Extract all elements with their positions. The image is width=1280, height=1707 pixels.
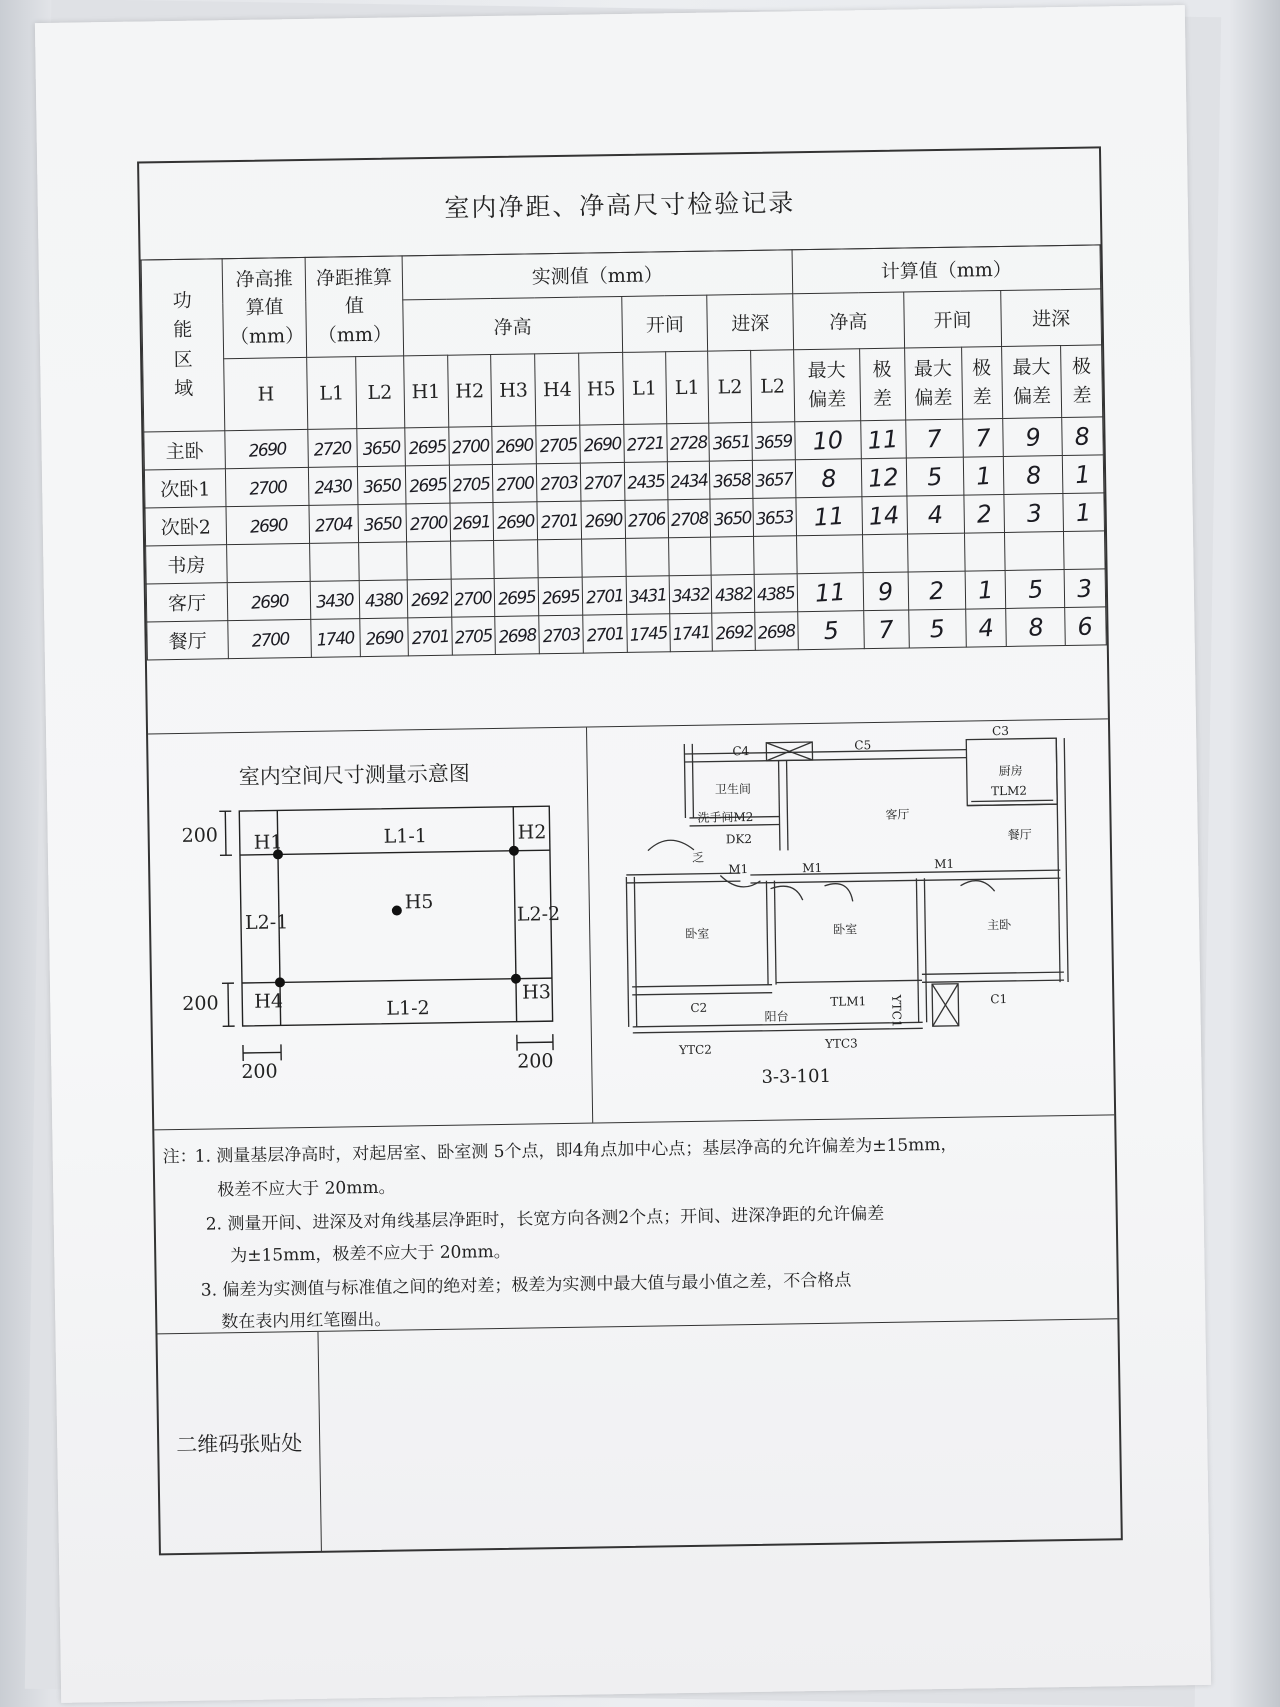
handwritten-value: 2695 (541, 586, 580, 609)
qr-label: 二维码张贴处 (157, 1332, 321, 1555)
dim-200: 200 (182, 992, 219, 1015)
cell-value (1005, 570, 1065, 609)
handwritten-value: 11 (866, 424, 900, 455)
handwritten-value: 2703 (539, 472, 579, 495)
cell-value (710, 498, 753, 537)
header-computed-bay: 开间 (903, 290, 1001, 348)
handwritten-value: 2690 (582, 433, 622, 457)
cell-value (580, 424, 624, 463)
col-code: L2 (751, 350, 795, 423)
header-max-dev: 最大偏差 (793, 349, 860, 422)
row-area: 次卧1 (144, 469, 226, 508)
cell-value (539, 615, 583, 654)
cell-value (860, 420, 906, 459)
cell-value (493, 502, 537, 541)
cell-value (357, 466, 406, 505)
header-max-dev: 最大偏差 (904, 347, 962, 420)
handwritten-value: 2721 (626, 432, 665, 456)
handwritten-value: 8 (1024, 460, 1042, 490)
handwritten-value: 5 (928, 614, 946, 644)
handwritten-value: 2701 (585, 585, 624, 609)
handwritten-value: 2705 (539, 434, 578, 457)
plan-c1: C1 (990, 991, 1008, 1007)
handwritten-value: 4 (977, 613, 995, 643)
cell-value (493, 464, 537, 503)
cell-value (963, 494, 1004, 533)
cell-value (582, 538, 626, 577)
cell-value (537, 463, 581, 502)
row-area: 书房 (146, 545, 228, 584)
label-l11: L1-1 (383, 825, 428, 848)
plan-ytc3: YTC3 (824, 1036, 858, 1051)
cell-value (1063, 455, 1104, 494)
plan-balcony: 阳台 (764, 1009, 789, 1024)
cell-value (795, 459, 861, 498)
note-1a: 1. 测量基层净高时，对起居室、卧室测 5个点，即4角点加中心点；基层净高的允许偏差为±15mm， (194, 1134, 958, 1167)
handwritten-value: 2700 (408, 512, 448, 535)
header-computed: 计算值（mm） (792, 245, 1101, 294)
handwritten-value: 4385 (756, 582, 796, 606)
handwritten-value: 2728 (668, 432, 708, 455)
handwritten-value: 2701 (410, 626, 450, 649)
col-code: L1 (665, 351, 709, 424)
cell-value (863, 572, 909, 611)
plan-ytc2: YTC2 (678, 1042, 712, 1058)
diagram-title: 室内空间尺寸测量示意图 (238, 761, 470, 790)
handwritten-value: 2706 (627, 508, 666, 532)
cell-value (1003, 418, 1063, 457)
row-area: 客厅 (146, 583, 228, 622)
handwritten-value: 5 (822, 615, 840, 645)
cell-value (752, 460, 795, 499)
plan-tlm2: TLM2 (990, 783, 1028, 799)
cell-value (1064, 569, 1105, 608)
plan-code: 3-3-101 (761, 1065, 832, 1088)
cell-value (228, 619, 312, 658)
handwritten-value: 2 (975, 499, 993, 529)
cell-value (408, 617, 452, 656)
cell-value (908, 571, 966, 610)
label-l21: L2-1 (244, 911, 289, 934)
plan-c2: C2 (690, 1000, 708, 1015)
handwritten-value: 11 (813, 577, 847, 608)
handwritten-value: 2704 (314, 513, 354, 537)
handwritten-value: 2701 (585, 623, 625, 646)
cell-value (310, 543, 359, 582)
cell-value (965, 608, 1006, 647)
handwritten-value: 4 (926, 500, 944, 530)
cell-value (908, 609, 966, 648)
handwritten-value: 4380 (363, 588, 403, 612)
handwritten-value: 2692 (409, 588, 449, 611)
col-code: H4 (535, 353, 580, 426)
handwritten-value: 3650 (361, 437, 401, 460)
handwritten-value: 2700 (453, 587, 493, 611)
plan-c4: C4 (732, 744, 750, 759)
cell-value (359, 580, 408, 619)
handwritten-value: 2691 (452, 511, 492, 535)
cell-value (1063, 493, 1104, 532)
plan-c5: C5 (854, 738, 872, 753)
cell-value (226, 505, 310, 544)
note-2a: 2. 测量开间、进深及对角线基层净距时，长宽方向各测2个点；开间、进深净距的允许偏差 (205, 1203, 885, 1235)
cell-value (1005, 532, 1065, 571)
handwritten-value: 1 (976, 575, 994, 605)
plan-tlm1: TLM1 (830, 994, 867, 1009)
cell-value (712, 612, 755, 651)
note-2b: 为±15mm，极差不应大于 20mm。 (230, 1241, 511, 1267)
label-l12: L1-2 (386, 997, 430, 1020)
cell-value (669, 613, 712, 652)
cell-value (905, 419, 963, 458)
cell-value (225, 467, 309, 506)
cell-value (582, 576, 626, 615)
cell-value (965, 570, 1006, 609)
document-page (35, 5, 1211, 1703)
plan-c3: C3 (992, 723, 1010, 739)
cell-value (863, 610, 909, 649)
notes-prefix: 注： (162, 1146, 197, 1168)
cell-value (754, 536, 797, 575)
handwritten-value: 8 (819, 463, 837, 493)
handwritten-value: 3650 (712, 507, 752, 530)
handwritten-value: 4382 (713, 583, 753, 606)
plan-bath: 卫生间 (714, 781, 752, 797)
cell-value (667, 461, 710, 500)
cell-value (583, 614, 627, 653)
plan-bedroom: 卧室 (833, 922, 858, 937)
header-range: 极差 (1061, 345, 1103, 418)
header-max-dev: 最大偏差 (1002, 346, 1062, 419)
cell-value (1006, 608, 1066, 647)
label-h4: H4 (254, 990, 284, 1013)
cell-value (752, 422, 795, 461)
cell-value (906, 457, 964, 496)
col-code: H2 (447, 355, 492, 428)
handwritten-value: 2700 (250, 628, 290, 652)
handwritten-value: 6 (1077, 611, 1095, 641)
handwritten-value: 1 (1074, 459, 1092, 489)
cell-value (627, 614, 670, 653)
cell-value (712, 574, 755, 613)
row-area: 主卧 (144, 431, 226, 470)
cell-value (625, 500, 668, 539)
row-area: 次卧2 (145, 507, 227, 546)
col-code: H1 (403, 355, 448, 428)
header-computed-height: 净高 (793, 292, 905, 350)
handwritten-value: 2703 (542, 624, 581, 647)
cell-value (668, 537, 711, 576)
cell-value (538, 577, 582, 616)
qr-section (157, 1318, 1120, 1554)
cell-value (311, 619, 360, 658)
handwritten-value: 2708 (670, 508, 709, 531)
handwritten-value: 2435 (626, 470, 666, 494)
cell-value (962, 418, 1003, 457)
cell-value (407, 579, 451, 618)
cell-value (1065, 607, 1106, 646)
cell-value (227, 543, 311, 582)
handwritten-value: 2690 (248, 514, 288, 538)
handwritten-value: 3430 (315, 589, 355, 613)
cell-value (495, 578, 539, 617)
handwritten-value: 3650 (362, 475, 401, 498)
handwritten-value: 3432 (671, 584, 710, 607)
inspection-form (137, 146, 1123, 1555)
dim-200: 200 (517, 1050, 554, 1073)
col-code: L2 (708, 350, 752, 423)
measurement-diagram (148, 728, 593, 1130)
plan-ytc1: YTC1 (889, 994, 904, 1028)
cell-value (862, 534, 908, 573)
plan-living: 客厅 (885, 807, 910, 822)
cell-value (225, 429, 309, 468)
handwritten-value: 11 (812, 501, 846, 532)
handwritten-value: 2720 (313, 437, 352, 461)
handwritten-value: 2700 (495, 472, 535, 496)
header-area: 功能区域 (141, 259, 225, 432)
cell-value (451, 578, 495, 617)
handwritten-value: 5 (1026, 574, 1044, 604)
notes-section (154, 1113, 1117, 1333)
cell-value (798, 611, 864, 650)
cell-value (907, 533, 965, 572)
handwritten-value: 7 (974, 423, 992, 453)
cell-value (796, 497, 862, 536)
handwritten-value: 1745 (629, 622, 668, 646)
col-code: L2 (355, 356, 404, 429)
handwritten-value: 3659 (754, 430, 793, 454)
cell-value (356, 428, 405, 467)
label-h1: H1 (253, 831, 283, 854)
handwritten-value: 2705 (451, 473, 491, 497)
handwritten-value: 2430 (313, 475, 353, 499)
handwritten-value: 1 (1075, 497, 1093, 527)
plan-door-mark: 乏 (691, 850, 705, 865)
handwritten-value: 1 (974, 461, 992, 491)
cell-value (796, 535, 862, 574)
handwritten-value: 3 (1076, 573, 1094, 603)
cell-value (450, 540, 494, 579)
form-title: 室内净距、净高尺寸检验记录 (139, 148, 1100, 260)
cell-value (754, 574, 797, 613)
header-range: 极差 (961, 346, 1003, 419)
cell-value (406, 541, 450, 580)
handwritten-value: 5 (926, 462, 944, 492)
plan-wash: 洗手间M2 (697, 809, 754, 825)
handwritten-value: 9 (1024, 422, 1042, 452)
cell-value (1064, 531, 1105, 570)
handwritten-value: 2690 (496, 510, 535, 534)
dim-200: 200 (241, 1060, 278, 1084)
handwritten-value: 2695 (408, 474, 447, 497)
handwritten-value: 1740 (316, 627, 355, 651)
cell-value (709, 422, 752, 461)
dim-200: 200 (181, 824, 219, 847)
cell-value (494, 540, 538, 579)
handwritten-value: 3657 (754, 468, 794, 492)
handwritten-value: 3431 (628, 584, 668, 608)
header-computed-depth: 进深 (1001, 289, 1102, 347)
handwritten-value: 2692 (714, 621, 754, 644)
cell-value (358, 504, 407, 543)
header-distance-estimate: 净距推算值（mm） (305, 256, 403, 358)
handwritten-value: 3650 (362, 513, 402, 536)
cell-value (538, 539, 582, 578)
cell-value (308, 429, 357, 468)
handwritten-value: 2690 (249, 590, 289, 614)
handwritten-value: 2698 (498, 624, 537, 648)
plan-m1: M1 (934, 856, 955, 872)
cell-value (309, 467, 358, 506)
handwritten-value: 2701 (540, 510, 579, 533)
handwritten-value: 7 (925, 424, 943, 454)
handwritten-value: 8 (1027, 612, 1045, 642)
handwritten-value: 3 (1025, 498, 1043, 528)
cell-value (449, 464, 493, 503)
cell-value (495, 616, 539, 655)
cell-value (1004, 494, 1064, 533)
header-measured-height: 净高 (403, 296, 623, 355)
handwritten-value: 2690 (584, 509, 623, 533)
plan-master: 主卧 (987, 917, 1012, 933)
cell-value (755, 612, 798, 651)
handwritten-value: 12 (867, 462, 900, 493)
handwritten-value: 9 (876, 576, 895, 606)
handwritten-value: 3653 (755, 506, 795, 530)
cell-value (1003, 456, 1063, 495)
header-height-estimate: 净高推算值（mm） (222, 257, 307, 358)
cell-value (581, 500, 625, 539)
cell-value (311, 581, 360, 620)
cell-value (625, 538, 668, 577)
cell-value (405, 465, 449, 504)
handwritten-value: 2 (927, 576, 946, 606)
header-measured: 实测值（mm） (402, 250, 793, 300)
handwritten-value: 2690 (364, 626, 404, 650)
cell-value (405, 427, 449, 466)
col-code: H5 (579, 352, 624, 425)
plan-dining: 餐厅 (1007, 827, 1032, 842)
cell-value (710, 460, 753, 499)
handwritten-value: 2690 (495, 434, 534, 458)
handwritten-value: 1741 (671, 622, 711, 645)
cell-value (668, 499, 711, 538)
cell-value (227, 581, 311, 620)
cell-value (861, 458, 907, 497)
handwritten-value: 2705 (454, 625, 493, 649)
handwritten-value: 14 (868, 500, 901, 531)
note-3b: 数在表内用红笔圈出。 (221, 1309, 392, 1333)
cell-value (666, 423, 709, 462)
cell-value (406, 503, 450, 542)
handwritten-value: 8 (1074, 421, 1092, 451)
cell-value (451, 616, 495, 655)
plan-bedroom: 卧室 (685, 926, 710, 942)
col-code: H3 (491, 354, 536, 427)
cell-value (580, 462, 624, 501)
handwritten-value: 2695 (407, 436, 447, 459)
cell-value (536, 425, 580, 464)
handwritten-value: 2695 (497, 586, 537, 610)
cell-value (753, 498, 796, 537)
cell-value (358, 542, 407, 581)
header-measured-bay: 开间 (622, 295, 708, 352)
label-l22: L2-2 (516, 902, 561, 926)
handwritten-value: 7 (877, 614, 895, 644)
cell-value (624, 424, 667, 463)
col-code: L1 (307, 357, 356, 430)
measurement-table (141, 244, 1107, 660)
cell-value (797, 573, 863, 612)
plan-m1: M1 (802, 860, 823, 876)
col-code: H (224, 357, 308, 430)
handwritten-value: 2690 (247, 438, 287, 462)
floor-plan (588, 719, 1114, 1122)
diagram-svg (148, 728, 592, 1130)
cell-value (963, 456, 1004, 495)
handwritten-value: 2707 (583, 471, 622, 495)
table-body (144, 417, 1106, 660)
cell-value (1062, 417, 1103, 456)
cell-value (906, 495, 964, 534)
floor-plan-svg (588, 719, 1114, 1122)
handwritten-value: 2700 (248, 476, 287, 500)
cell-value (450, 502, 494, 541)
col-code: L1 (623, 352, 667, 425)
plan-m1: M1 (728, 862, 749, 877)
cell-value (359, 618, 408, 657)
cell-value (309, 505, 358, 544)
cell-value (862, 496, 908, 535)
row-area: 餐厅 (147, 621, 229, 660)
handwritten-value: 3651 (711, 431, 751, 454)
label-h5: H5 (404, 890, 434, 914)
note-3a: 3. 偏差为实测值与标准值之间的绝对差；极差为实测中最大值与最小值之差，不合格点 (200, 1270, 852, 1301)
cell-value (626, 576, 669, 615)
handwritten-value: 2698 (757, 620, 796, 644)
label-h2: H2 (517, 821, 547, 844)
handwritten-value: 3658 (712, 469, 751, 492)
figures-area (148, 718, 1114, 1130)
plan-kitchen: 厨房 (998, 763, 1023, 779)
plan-dk2: DK2 (725, 831, 753, 847)
cell-value (964, 532, 1005, 571)
label-h3: H3 (521, 981, 552, 1004)
cell-value (624, 462, 667, 501)
header-range: 极差 (859, 348, 905, 421)
handwritten-value: 2700 (451, 435, 490, 459)
cell-value (711, 536, 754, 575)
cell-value (795, 421, 861, 460)
cell-value (669, 575, 712, 614)
cell-value (537, 501, 581, 540)
cell-value (448, 427, 492, 466)
note-1b: 极差不应大于 20mm。 (217, 1177, 396, 1201)
handwritten-value: 10 (811, 425, 844, 456)
cell-value (492, 426, 536, 465)
handwritten-value: 2434 (669, 470, 708, 493)
header-measured-depth: 进深 (707, 294, 793, 351)
